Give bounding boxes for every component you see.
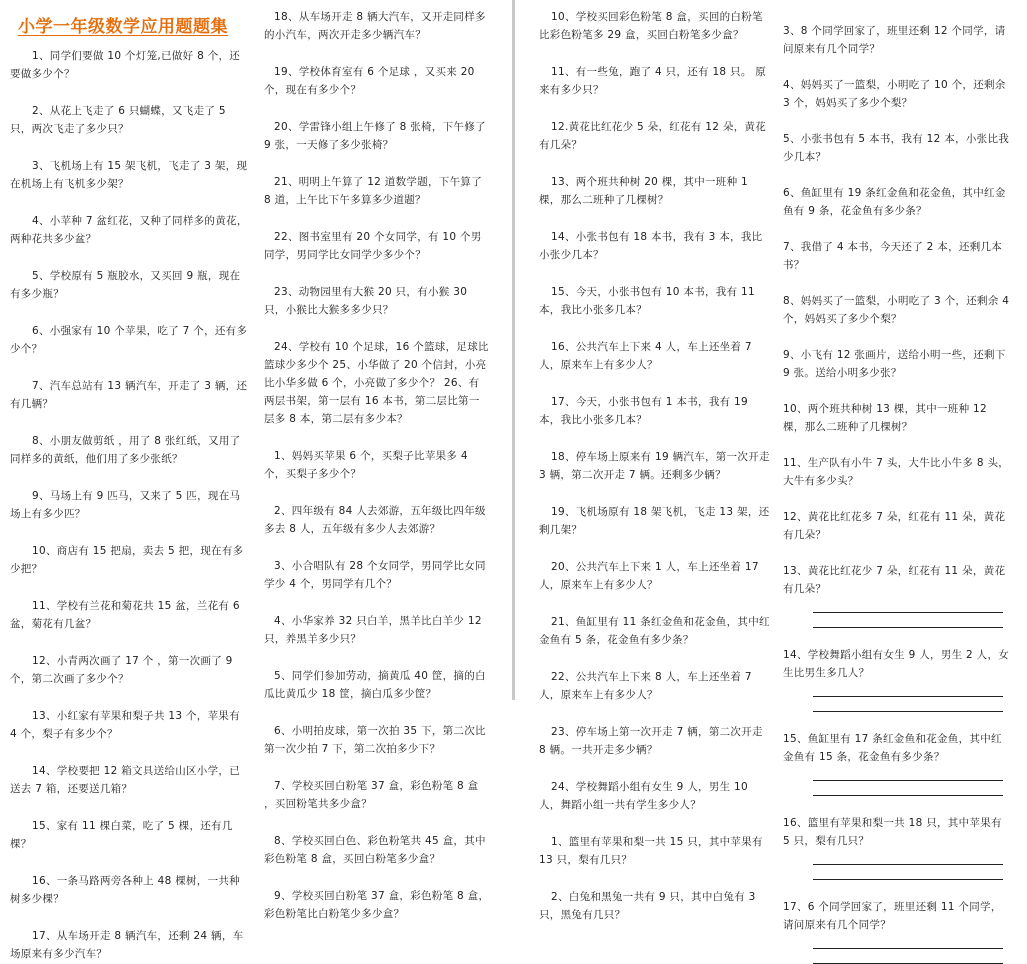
- answer-line: [813, 627, 1003, 628]
- question-item: 9、小飞有 12 张画片，送给小明一些，还剩下 9 张。送给小明多少张？: [783, 349, 1006, 379]
- document-page-left: [0, 0, 512, 960]
- question-item: 12.黄花比红花少 5 朵，红花有 12 朵，黄花有几朵？: [539, 121, 767, 151]
- question-item: 23、停车场上第一次开走 7 辆，第二次开走 8 辆。一共开走多少辆？: [539, 726, 763, 756]
- question-item: 15、鱼缸里有 17 条红金鱼和花金鱼，其中红金鱼有 15 条，花金鱼有多少条？: [783, 733, 1002, 763]
- question-item: 8、学校买回白色、彩色粉笔共 45 盒，其中彩色粉笔 8 盒，买回白粉笔多少盒？: [264, 835, 486, 865]
- question-item: 5、小张书包有 5 本书，我有 12 本，小张比我少几本？: [783, 133, 1010, 163]
- answer-line: [813, 795, 1003, 796]
- question-item: 20、学雷锋小组上午修了 8 张椅，下午修了 9 张，一天修了多少张椅？: [264, 121, 486, 151]
- question-item: 14、学校舞蹈小组有女生 9 人，男生 2 人，女生比男生多几人？: [783, 649, 1010, 679]
- question-item: 18、从车场开走 8 辆大汽车，又开走同样多的小汽车，两次开走多少辆汽车？: [264, 11, 486, 41]
- question-item: 2、四年级有 84 人去郊游，五年级比四年级多去 8 人，五年级有多少人去郊游？: [264, 505, 486, 535]
- answer-line: [813, 711, 1003, 712]
- question-item: 4、小苹种 7 盆红花，又种了同样多的黄花，两种花共多少盆？: [10, 215, 248, 245]
- question-item: 24、学校舞蹈小组有女生 9 人，男生 10 人，舞蹈小组一共有学生多少人？: [539, 781, 749, 811]
- question-item: 16、一条马路两旁各种上 48 棵树，一共种树多少棵？: [10, 875, 240, 905]
- question-item: 21、鱼缸里有 11 条红金鱼和花金鱼，其中红金鱼有 5 条，花金鱼有多少条？: [539, 616, 770, 646]
- question-item: 23、动物园里有大猴 20 只，有小猴 30 只，小猴比大猴多多少只？: [264, 286, 468, 316]
- question-item: 3、飞机场上有 15 架飞机，飞走了 3 架，现在机场上有飞机多少架？: [10, 160, 248, 190]
- question-item: 13、两个班共种树 20 棵，其中一班种 1 棵，那么二班种了几棵树？: [539, 176, 749, 206]
- question-item: 7、我借了 4 本书，今天还了 2 本，还剩几本书？: [783, 241, 1003, 271]
- question-item: 9、马场上有 9 匹马，又来了 5 匹，现在马场上有多少匹？: [10, 490, 241, 520]
- question-item: 11、有一些兔，跑了 4 只，还有 18 只。 原来有多少只？: [539, 66, 767, 96]
- question-item: 22、图书室里有 20 个女同学，有 10 个男同学，男同学比女同学少多少个？: [264, 231, 482, 261]
- answer-line: [813, 696, 1003, 697]
- question-item: 1、同学们要做 10 个灯笼,已做好 8 个，还要做多少个？: [10, 50, 241, 80]
- column-4: [783, 0, 1011, 964]
- question-item: 10、学校买回彩色粉笔 8 盒，买回的白粉笔比彩色粉笔多 29 盒，买回白粉笔多少盒？: [539, 11, 763, 41]
- question-item: 14、小张书包有 18 本书，我有 3 本，我比小张少几本？: [539, 231, 763, 261]
- document-page-right: [515, 0, 1027, 931]
- question-item: 4、小华家养 32 只白羊，黑羊比白羊少 12 只，养黑羊多少只？: [264, 615, 482, 645]
- question-item: 20、公共汽车上下来 1 人，车上还坐着 17 人，原来车上有多少人？: [539, 561, 759, 591]
- question-item: 6、鱼缸里有 19 条红金鱼和花金鱼，其中红金鱼有 9 条，花金鱼有多少条？: [783, 187, 1006, 217]
- answer-line: [813, 864, 1003, 865]
- question-item: 17、6 个同学回家了，班里还剩 11 个同学，请问原来有几个同学？: [783, 901, 1002, 931]
- question-item: 12、黄花比红花多 7 朵，红花有 11 朵，黄花有几朵？: [783, 511, 1006, 541]
- question-item: 3、8 个同学回家了，班里还剩 12 个同学，请问原来有几个同学？: [783, 25, 1006, 55]
- question-item: 11、学校有兰花和菊花共 15 盆，兰花有 6 盆，菊花有几盆？: [10, 600, 240, 630]
- question-item: 1、妈妈买苹果 6 个，买梨子比苹果多 4 个，买梨子多少个？: [264, 450, 468, 480]
- question-item: 7、汽车总站有 13 辆汽车，开走了 3 辆，还有几辆？: [10, 380, 248, 410]
- question-item: 22、公共汽车上下来 8 人，车上还坐着 7 人，原来车上有多少人？: [539, 671, 752, 701]
- question-item: 5、同学们参加劳动，摘黄瓜 40 筐，摘的白瓜比黄瓜少 18 筐，摘白瓜多少筐？: [264, 670, 486, 700]
- question-item: 11、生产队有小牛 7 头，大牛比小牛多 8 头，大牛有多少头？: [783, 457, 1010, 487]
- question-item: 2、从花上飞走了 6 只蝴蝶，又飞走了 5 只，两次飞走了多少只？: [10, 105, 226, 135]
- question-item: 21、明明上午算了 12 道数学题，下午算了 8 道，上午比下午多算多少道题？: [264, 176, 482, 206]
- question-item: 12、小青两次画了 17 个 ，第一次画了 9 个，第二次画了多少个？: [10, 655, 233, 685]
- question-item: 5、学校原有 5 瓶胶水，又买回 9 瓶，现在有多少瓶？: [10, 270, 241, 300]
- question-item: 16、篮里有苹果和梨一共 18 只，其中苹果有 5 只，梨有几只？: [783, 817, 1002, 847]
- answer-line: [813, 879, 1003, 880]
- question-item: 18、停车场上原来有 19 辆汽车，第一次开走 3 辆，第二次开走 7 辆。还剩多少辆？: [539, 451, 770, 481]
- question-item: 17、今天，小张书包有 1 本书，我有 19 本，我比小张多几本？: [539, 396, 749, 426]
- question-item: 16、公共汽车上下来 4 人，车上还坐着 7 人，原来车上有多少人？: [539, 341, 752, 371]
- question-item: 15、今天，小张书包有 10 本书，我有 11 本，我比小张多几本？: [539, 286, 755, 316]
- question-item: 19、学校体育室有 6 个足球 ，又买来 20 个，现在有多少个？: [264, 66, 475, 96]
- question-item: 24、学校有 10 个足球，16 个篮球，足球比篮球少多少个 25、小华做了 20 个信封，小亮比小华多做 6 个，小亮做了多少个？ 26、有两层书架，第一层有 16 本书，第二层比第一层多 8 本，第二层有多少本？: [264, 341, 489, 425]
- question-item: 13、小红家有苹果和梨子共 13 个，苹果有 4 个，梨子有多少个？: [10, 710, 240, 740]
- question-item: 15、家有 11 棵白菜，吃了 5 棵，还有几棵？: [10, 820, 233, 850]
- column-3: [539, 0, 771, 924]
- question-item: 13、黄花比红花少 7 朵，红花有 11 朵，黄花有几朵？: [783, 565, 1006, 595]
- answer-line: [813, 780, 1003, 781]
- question-item: 8、妈妈买了一篮梨，小明吃了 3 个，还剩余 4 个，妈妈买了多少个梨？: [783, 295, 1010, 325]
- answer-line: [813, 948, 1003, 949]
- question-item: 4、妈妈买了一篮梨，小明吃了 10 个，还剩余 3 个，妈妈买了多少个梨？: [783, 79, 1006, 109]
- question-item: 6、小强家有 10 个苹果，吃了 7 个，还有多少个？: [10, 325, 248, 355]
- question-item: 1、篮里有苹果和梨一共 15 只，其中苹果有 13 只，梨有几只？: [539, 836, 763, 866]
- question-item: 14、学校要把 12 箱文具送给山区小学，已送去 7 箱，还要送几箱？: [10, 765, 240, 795]
- question-item: 3、小合唱队有 28 个女同学，男同学比女同学少 4 个，男同学有几个？: [264, 560, 486, 590]
- question-item: 19、飞机场原有 18 架飞机，飞走 13 架，还剩几架？: [539, 506, 770, 536]
- question-item: 10、两个班共种树 13 棵，其中一班种 12 棵，那么二班种了几棵树？: [783, 403, 987, 433]
- column-2: [264, 0, 490, 923]
- question-item: 2、白兔和黑兔一共有 9 只，其中白兔有 3 只，黑兔有几只？: [539, 891, 756, 921]
- answer-line: [813, 612, 1003, 613]
- question-item: 6、小明拍皮球，第一次拍 35 下，第二次比第一次少拍 7 下，第二次拍多少下？: [264, 725, 486, 755]
- question-item: 17、从车场开走 8 辆汽车，还剩 24 辆，车场原来有多少汽车？: [10, 930, 244, 960]
- question-item: 9、学校买回白粉笔 37 盒，彩色粉笔 8 盒，彩色粉笔比白粉笔少多少盒？: [264, 890, 490, 920]
- document-title: 小学一年级数学应用题题集: [18, 17, 228, 37]
- column-1: [10, 0, 248, 963]
- question-item: 8、小朋友做剪纸 ，用了 8 张红纸，又用了同样多的黄纸，他们用了多少张纸？: [10, 435, 241, 465]
- question-item: 7、学校买回白粉笔 37 盒，彩色粉笔 8 盒 ，买回粉笔共多少盒？: [264, 780, 479, 810]
- question-item: 10、商店有 15 把扇，卖去 5 把，现在有多少把？: [10, 545, 244, 575]
